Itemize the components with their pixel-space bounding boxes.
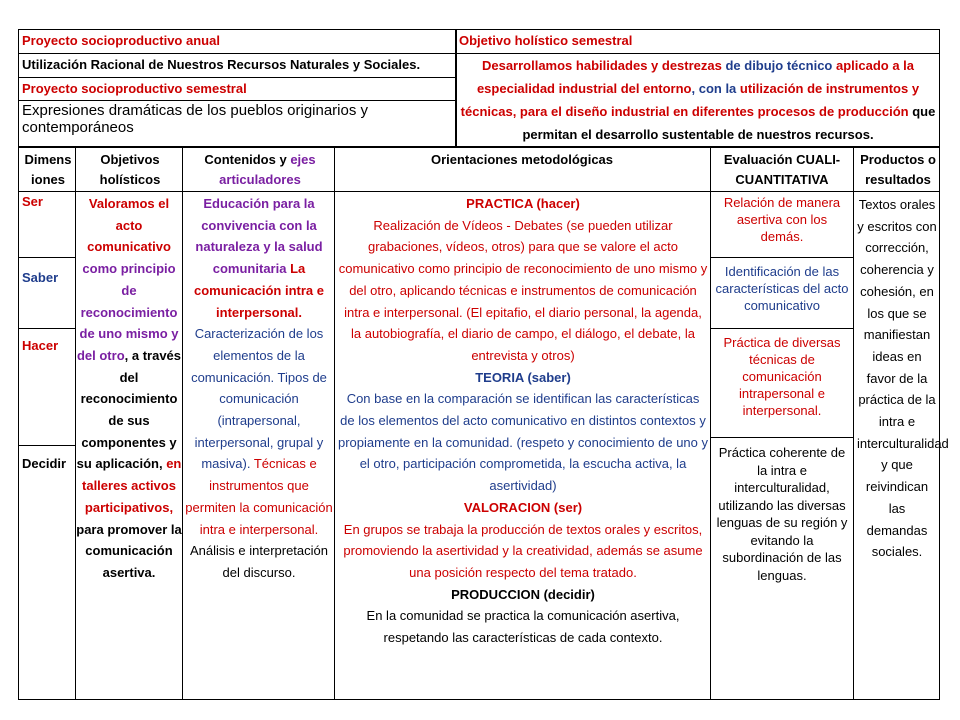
contenidos-part: La comunicación intra e interpersonal. (193, 261, 325, 320)
header-productos: Productos o resultados (860, 152, 936, 187)
objetivo-semestral-label: Objetivo holístico semestral (459, 33, 633, 48)
header-contenidos: Contenidos y ejes articuladores (204, 152, 316, 187)
header-evaluacion: Evaluación CUALI-CUANTITATIVA (723, 152, 841, 187)
dimension-hacer: Hacer (22, 338, 59, 353)
objetivos-part: en talleres activos participativos, (82, 456, 182, 515)
objetivos-holisticos-text (76, 193, 182, 584)
contenidos-part: Educación para la convivencia con la naturaleza y la salud comunitaria (195, 196, 323, 277)
evaluacion-hacer: Práctica de diversas técnicas de comunicación intrapersonal e interpersonal. (723, 335, 841, 418)
proyecto-anual-label: Proyecto socioproductivo anual (22, 33, 220, 48)
proyecto-anual-text: Utilización Racional de Nuestros Recursos Naturales y Sociales. (22, 57, 421, 72)
evaluacion-ser: Relación de manera asertiva con los demás. (723, 195, 841, 244)
objetivo-part: aplicado a la especialidad industrial del entorno (476, 58, 915, 96)
orientaciones-part: TEORIA (saber) (475, 369, 571, 385)
orientaciones-part: En grupos se trabaja la producción de textos orales y escritos, promoviendo la asertividad y la creatividad, además se asume una posición respecto del tema tratado. (343, 521, 703, 580)
objetivo-semestral-text (458, 54, 938, 146)
header-orientaciones: Orientaciones metodológicas (430, 152, 614, 167)
header-objetivos: Objetivos holísticos (99, 152, 161, 187)
objetivo-part: de dibujo técnico (725, 58, 836, 73)
orientaciones-part: PRODUCCION (decidir) (451, 586, 595, 602)
contenidos-part: Análisis e interpretación del discurso. (189, 543, 329, 580)
productos-text: Textos orales y escritos con corrección, coherencia y cohesión, en los que se manifiestan ideas en favor de la práctica de la intra e interculturalidad y que reivindican las demandas sociales. (857, 197, 949, 560)
contenidos-text (184, 193, 334, 584)
orientaciones-part: Con base en la comparación se identifican las características de los elementos del acto comunicativo en distintos contextos y propiamente en la comunidad. (respeto y conocimiento de uno y el otro, participación comprometida, la escucha activa, la asertividad) (338, 391, 708, 494)
proyecto-semestral-label: Proyecto socioproductivo semestral (22, 81, 247, 96)
contenidos-part: Técnicas e instrumentos que permiten la comunicación intra e interpersonal. (185, 456, 333, 537)
orientaciones-part: VALORACION (ser) (463, 499, 583, 515)
objetivo-part: que permitan el desarrollo sustentable de nuestros recursos. (522, 104, 936, 142)
objetivo-part: Desarrollamos habilidades y destrezas (481, 58, 726, 73)
evaluacion-saber: Identificación de las características del acto comunicativo (715, 264, 849, 313)
evaluacion-decidir: Práctica coherente de la intra e interculturalidad, utilizando las diversas lenguas de su región y evitando la subordinación de las lenguas. (716, 445, 848, 583)
contenidos-part: Caracterización de los elementos de la comunicación. Tipos de comunicación (intrapersonal, interpersonal, grupal y masiva). (191, 326, 327, 472)
objetivos-part: como principio de reconocimiento de uno mismo y del otro (76, 261, 179, 363)
orientaciones-part: En la comunidad se practica la comunicación asertiva, respetando las características de cada contexto. (366, 608, 680, 646)
dimension-ser: Ser (22, 194, 43, 209)
proyecto-semestral-text: Expresiones dramáticas de los pueblos originarios y contemporáneos (22, 102, 369, 136)
objetivo-part: , con la (691, 81, 740, 96)
orientaciones-text (338, 193, 708, 649)
dimension-decidir: Decidir (22, 456, 67, 471)
objetivos-part: , a través del reconocimiento de sus componentes y su aplicación, (76, 347, 182, 472)
objetivos-part: para promover la comunicación asertiva. (76, 521, 182, 580)
dimension-saber: Saber (22, 270, 59, 285)
header-dimensiones: Dimens iones (24, 152, 72, 187)
objetivo-part: utilización de instrumentos y técnicas, para el diseño industrial en diferentes procesos de producción (460, 81, 920, 119)
orientaciones-part: PRACTICA (hacer) (466, 196, 580, 211)
orientaciones-part: Realización de Vídeos - Debates (se pueden utilizar grabaciones, vídeos, otros) para que se valore el acto comunicativo como principio de reconocimiento de uno mismo y del otro, aplicando técnicas e instrumentos de comunicación intra e interpersonal. (El epitafio, el diario personal, la agenda, la autobiografía, el diario de campo, el diálogo, el debate, la entrevista y otros) (338, 217, 708, 363)
objetivos-part: Valoramos el acto comunicativo (87, 196, 171, 255)
